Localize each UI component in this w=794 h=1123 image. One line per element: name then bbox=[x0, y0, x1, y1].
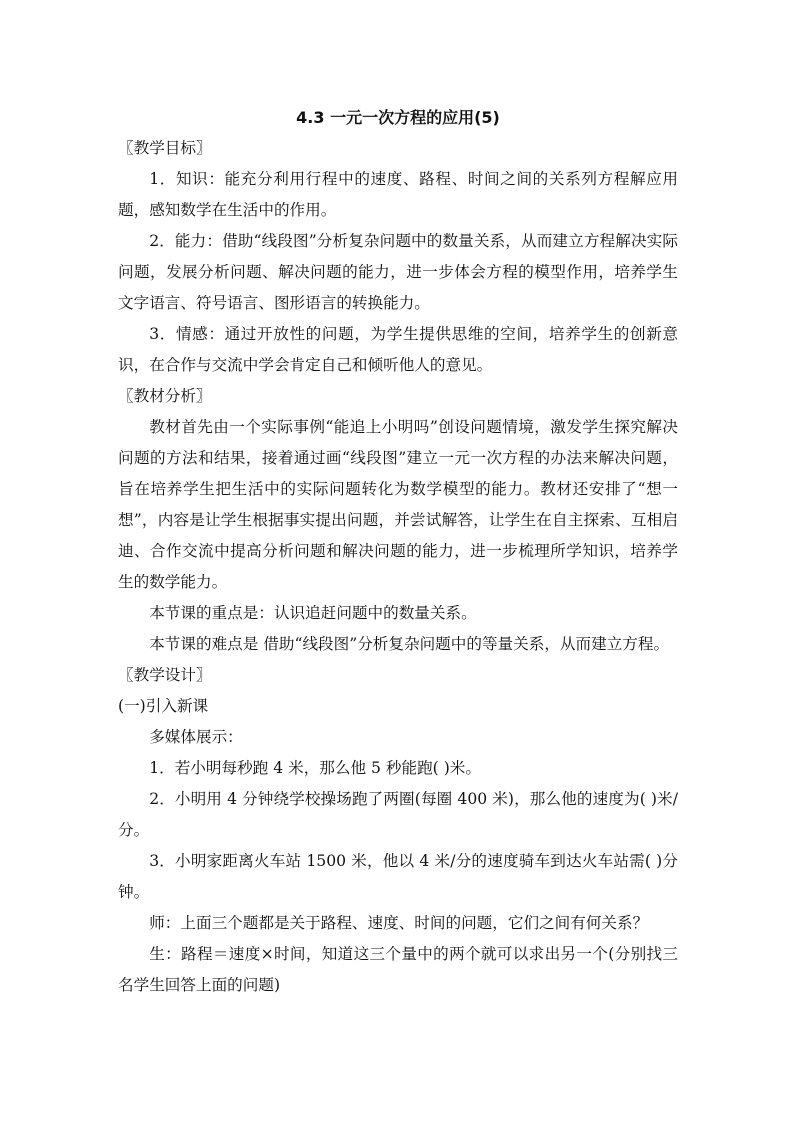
objective-ability: 2．能力：借助“线段图”分析复杂问题中的数量关系，从而建立方程解决实际问题，发展分析问题、解决问题的能力，进一步体会方程的模型作用，培养学生文字语言、符号语言、图形语言的转换能力。 bbox=[118, 232, 678, 312]
objective-emotion: 3．情感：通过开放性的问题，为学生提供思维的空间，培养学生的创新意识，在合作与交流中学会肯定自己和倾听他人的意见。 bbox=[118, 325, 678, 374]
section-heading-objectives: 〖教学目标〗 bbox=[118, 139, 212, 157]
section-heading-design: 〖教学设计〗 bbox=[118, 666, 212, 684]
page-title: 4.3 一元一次方程的应用(5) bbox=[296, 108, 500, 127]
section-heading-analysis: 〖教材分析〗 bbox=[118, 387, 212, 405]
difficulty-point: 本节课的难点是 借助“线段图”分析复杂问题中的等量关系，从而建立方程。 bbox=[149, 635, 670, 653]
design-part1-title: (一)引入新课 bbox=[118, 697, 209, 715]
analysis-paragraph: 教材首先由一个实际事例“能追上小明吗”创设问题情境，激发学生探究解决问题的方法和结果，接着通过画“线段图”建立一元一次方程的办法来解决问题，旨在培养学生把生活中的实际问题转化为数学模型的能力。教材还安排了“想一想”，内容是让学生根据事实提出问题，并尝试解答，让学生在自主探索、互相启迪、合作交流中提高分析问题和解决问题的能力，进一步梳理所学知识，培养学生的数学能力。 bbox=[118, 418, 678, 591]
media-display: 多媒体展示： bbox=[149, 728, 243, 746]
key-point: 本节课的重点是：认识追赶问题中的数量关系。 bbox=[149, 604, 477, 622]
objective-knowledge: 1．知识：能充分利用行程中的速度、路程、时间之间的关系列方程解应用题，感知数学在生活中的作用。 bbox=[118, 170, 678, 219]
document-page bbox=[118, 102, 678, 1001]
question-3: 3．小明家距离火车站 1500 米，他以 4 米/分的速度骑车到达火车站需( )分钟。 bbox=[118, 852, 678, 901]
question-2: 2．小明用 4 分钟绕学校操场跑了两圈(每圈 400 米)，那么他的速度为( )米/分。 bbox=[118, 790, 678, 839]
teacher-question: 师：上面三个题都是关于路程、速度、时间的问题，它们之间有何关系？ bbox=[149, 914, 649, 932]
question-1: 1．若小明每秒跑 4 米，那么他 5 秒能跑( )米。 bbox=[149, 759, 481, 777]
student-answer: 生：路程＝速度×时间，知道这三个量中的两个就可以求出另一个(分别找三名学生回答上面的问题) bbox=[118, 945, 678, 994]
